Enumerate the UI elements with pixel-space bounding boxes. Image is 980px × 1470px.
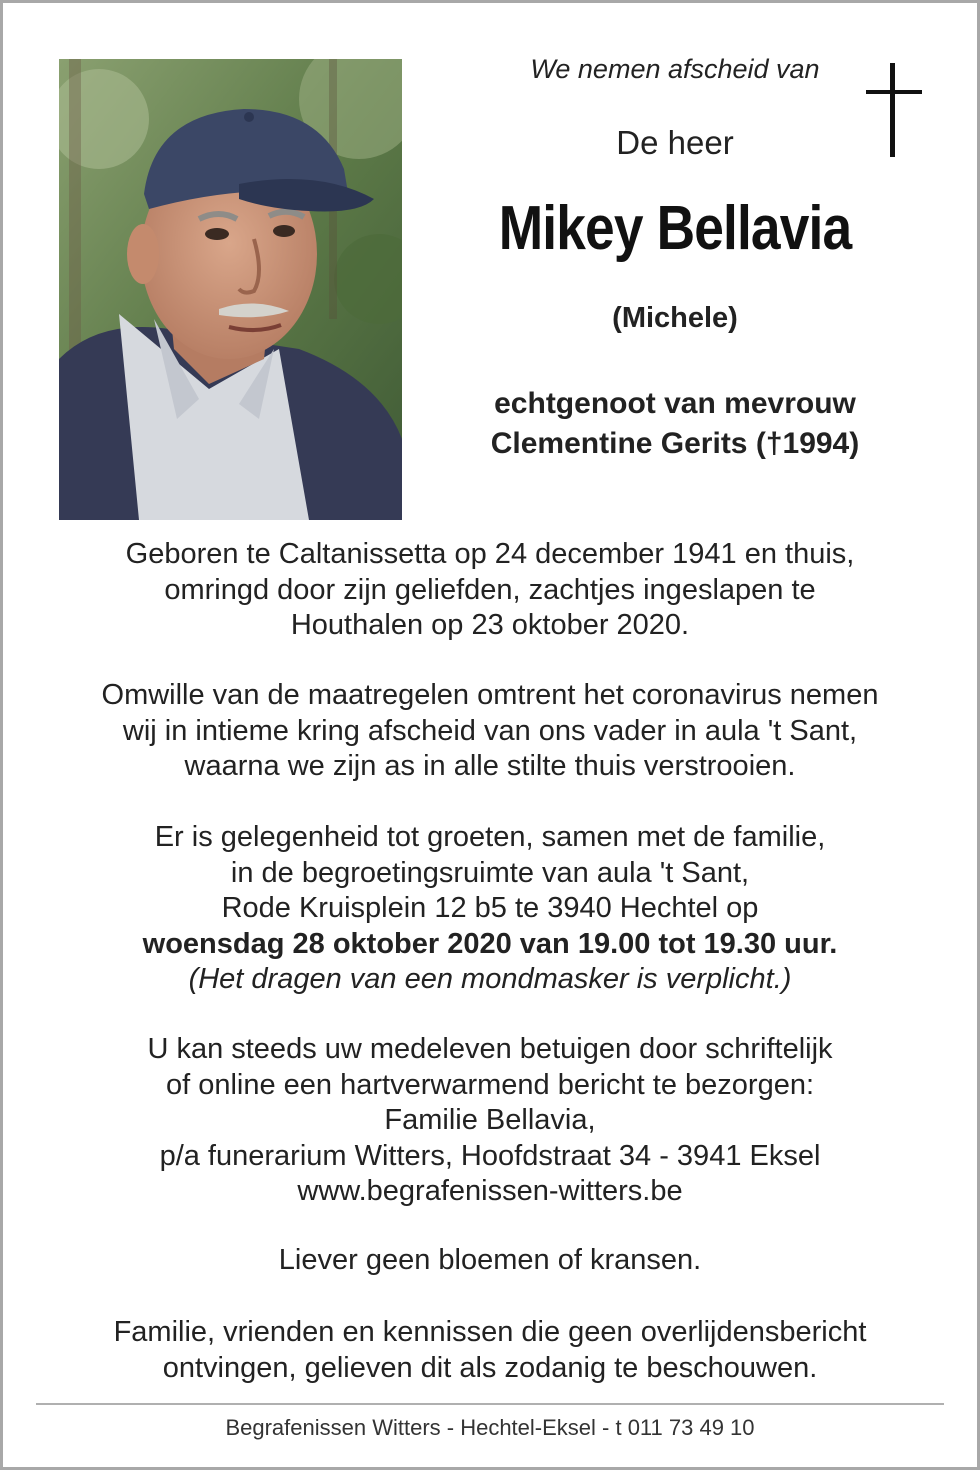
text-line: Omwille van de maatregelen omtrent het coronavirus nemen — [101, 679, 879, 711]
birth-death-paragraph — [40, 537, 940, 644]
postal-address: p/a funerarium Witters, Hoofdstraat 34 - 3941 Eksel — [159, 1139, 821, 1172]
spouse-line-1: echtgenoot van mevrouw — [494, 387, 856, 420]
text-line: Houthalen op 23 oktober 2020. — [290, 609, 690, 641]
spouse-info — [430, 384, 920, 464]
text-line: in de begroetingsruimte van aula 't Sant, — [230, 856, 750, 889]
footer-text: Begrafenissen Witters - Hechtel-Eksel - t 011 73 49 10 — [225, 1415, 755, 1440]
text-line: waarna we zijn as in alle stilte thuis verstrooien. — [184, 750, 796, 782]
flowers-notice — [40, 1243, 940, 1279]
text-line: ontvingen, gelieven dit als zodanig te beschouwen. — [162, 1351, 818, 1384]
text-line: of online een hartverwarmend bericht te bezorgen: — [165, 1068, 815, 1101]
salutation: De heer — [616, 124, 734, 161]
condolence-paragraph — [40, 1032, 940, 1210]
text-line: Rode Kruisplein 12 b5 te 3940 Hechtel op — [221, 892, 759, 924]
mask-notice: (Het dragen van een mondmasker is verplicht.) — [188, 963, 792, 995]
text-line: omringd door zijn geliefden, zachtjes ingeslapen te — [164, 573, 816, 606]
deceased-name: Mikey Bellavia — [498, 194, 852, 263]
family-name: Familie Bellavia, — [384, 1104, 596, 1136]
text-line: Er is gelegenheid tot groeten, samen met de familie, — [154, 821, 826, 853]
visitation-paragraph — [40, 820, 940, 998]
text-line: Geboren te Caltanissetta op 24 december 1941 en thuis, — [125, 538, 855, 570]
closing-paragraph — [40, 1315, 940, 1386]
text-line: wij in intieme kring afscheid van ons vader in aula 't Sant, — [122, 714, 858, 747]
footer-divider — [36, 1403, 944, 1405]
ceremony-paragraph — [40, 678, 940, 785]
visitation-date: woensdag 28 oktober 2020 van 19.00 tot 19.30 uur. — [142, 927, 838, 960]
text-line: U kan steeds uw medeleven betuigen door schriftelijk — [147, 1033, 833, 1065]
text-line: Liever geen bloemen of kransen. — [278, 1244, 702, 1276]
nickname: (Michele) — [612, 302, 738, 334]
portrait-photo — [59, 59, 402, 520]
text-line: Familie, vrienden en kennissen die geen overlijdensbericht — [113, 1316, 867, 1348]
website-url: www.begrafenissen-witters.be — [297, 1175, 683, 1207]
intro-text: We nemen afscheid van — [530, 54, 820, 84]
spouse-line-2: Clementine Gerits (†1994) — [490, 427, 860, 460]
